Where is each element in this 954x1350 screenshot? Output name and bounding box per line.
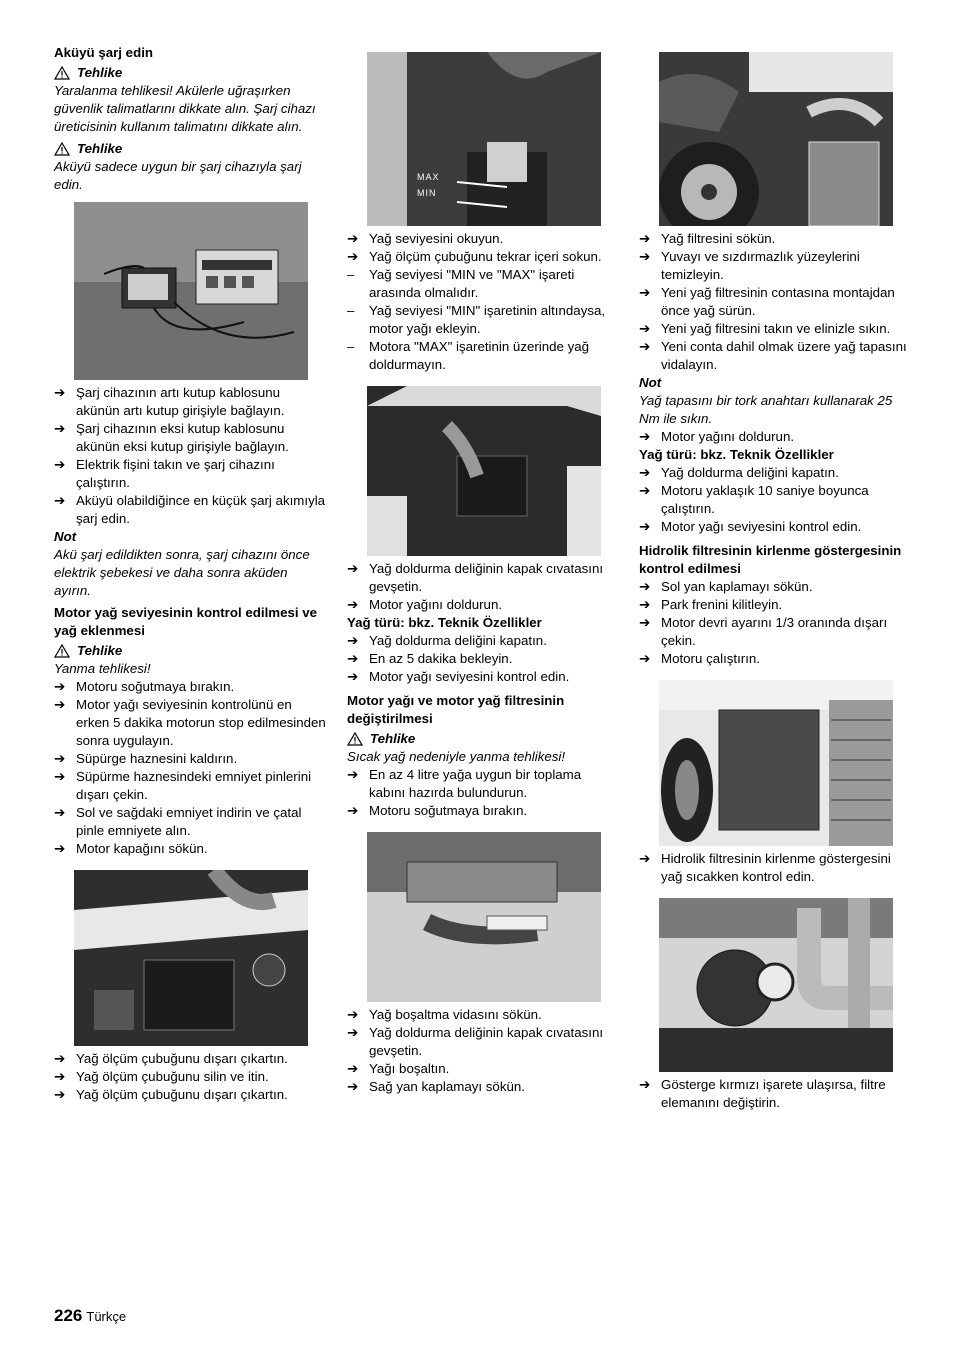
charge-steps bbox=[54, 384, 326, 528]
page-footer bbox=[54, 1306, 126, 1326]
list-item: – Motora "MAX" işaretinin üzerinde yağ doldurmayın. bbox=[347, 339, 590, 372]
engine-illustration bbox=[74, 870, 308, 1046]
arrow-right-icon: ➔ bbox=[639, 249, 651, 264]
arrow-right-icon: ➔ bbox=[54, 457, 66, 472]
note-text: Akü şarj edildikten sonra, şarj cihazını önce elektrik şebekesi ve daha sonra aküden ayırın. bbox=[54, 547, 310, 598]
list-item: – Yağ seviyesi "MIN" işaretinin altındaysa, motor yağı ekleyin. bbox=[347, 303, 606, 336]
list-item: ➔ Motor yağını doldurun. bbox=[639, 429, 795, 444]
dipstick-steps bbox=[54, 1050, 326, 1104]
oil-change-heading: Motor yağı ve motor yağ filtresinin değiştirilmesi bbox=[347, 693, 565, 726]
arrow-right-icon: ➔ bbox=[347, 231, 359, 246]
engine-compartment-photo bbox=[74, 870, 308, 1046]
arrow-right-icon: ➔ bbox=[54, 805, 66, 820]
arrow-right-icon: ➔ bbox=[54, 1087, 66, 1102]
arrow-right-icon: ➔ bbox=[54, 1069, 66, 1084]
list-item: ➔ Yeni yağ filtresini takın ve elinizle sıkın. bbox=[639, 321, 891, 336]
danger-text: Yaralanma tehlikesi! Akülerle uğraşırken güvenlik talimatlarını dikkate alın. Şarj cihazı üreticisinin kullanım talimatını dikkate alın. bbox=[54, 83, 316, 134]
run-steps bbox=[639, 464, 911, 536]
arrow-right-icon: ➔ bbox=[639, 519, 651, 534]
danger-label: Tehlike bbox=[54, 642, 326, 660]
column-2 bbox=[347, 44, 619, 1096]
column-1 bbox=[54, 44, 326, 1104]
arrow-right-icon: ➔ bbox=[54, 679, 66, 694]
list-item: ➔ En az 4 litre yağa uygun bir toplama kabını hazırda bulundurun. bbox=[347, 767, 582, 800]
arrow-right-icon: ➔ bbox=[347, 249, 359, 264]
arrow-right-icon: ➔ bbox=[639, 285, 651, 300]
list-item: ➔ Motoru soğutmaya bırakın. bbox=[347, 803, 528, 818]
dash-icon: – bbox=[347, 339, 355, 354]
list-item: ➔ Yağ ölçüm çubuğunu tekrar içeri sokun. bbox=[347, 249, 602, 264]
list-item: ➔ Yağ ölçüm çubuğunu dışarı çıkartın. bbox=[54, 1051, 288, 1066]
arrow-right-icon: ➔ bbox=[54, 751, 66, 766]
list-item: ➔ Motor devri ayarını 1/3 oranında dışarı çekin. bbox=[639, 615, 888, 648]
list-item: ➔ Motoru soğutmaya bırakın. bbox=[54, 679, 235, 694]
side-panel-illustration bbox=[659, 680, 893, 846]
red-mark-step bbox=[639, 1076, 911, 1112]
list-item: ➔ Yuvayı ve sızdırmazlık yüzeylerini temizleyin. bbox=[639, 249, 860, 282]
arrow-right-icon: ➔ bbox=[347, 561, 359, 576]
arrow-right-icon: ➔ bbox=[347, 633, 359, 648]
arrow-right-icon: ➔ bbox=[639, 429, 651, 444]
list-item: ➔ Park frenini kilitleyin. bbox=[639, 597, 783, 612]
arrow-right-icon: ➔ bbox=[639, 483, 651, 498]
filter-gauge-illustration bbox=[659, 898, 893, 1072]
warning-triangle-icon bbox=[54, 66, 70, 80]
arrow-right-icon: ➔ bbox=[54, 841, 66, 856]
arrow-right-icon: ➔ bbox=[639, 1077, 651, 1092]
list-item: ➔ Yağ ölçüm çubuğunu dışarı çıkartın. bbox=[54, 1087, 288, 1102]
arrow-right-icon: ➔ bbox=[54, 769, 66, 784]
arrow-right-icon: ➔ bbox=[347, 1007, 359, 1022]
arrow-right-icon: ➔ bbox=[54, 697, 66, 712]
oil-filler-photo bbox=[367, 386, 601, 556]
list-item: ➔ Sol ve sağdaki emniyet indirin ve çatal pinle emniyete alın. bbox=[54, 805, 302, 838]
oil-filter-illustration bbox=[659, 52, 893, 226]
list-item: ➔ Yağı boşaltın. bbox=[347, 1061, 450, 1076]
arrow-right-icon: ➔ bbox=[347, 669, 359, 684]
arrow-right-icon: ➔ bbox=[639, 231, 651, 246]
list-item: ➔ En az 5 dakika bekleyin. bbox=[347, 651, 513, 666]
arrow-right-icon: ➔ bbox=[54, 385, 66, 400]
arrow-right-icon: ➔ bbox=[54, 1051, 66, 1066]
drain-steps bbox=[347, 1006, 619, 1096]
list-item: – Yağ seviyesi "MIN ve "MAX" işareti arasında olmalıdır. bbox=[347, 267, 575, 300]
list-item: ➔ Yağ seviyesini okuyun. bbox=[347, 231, 504, 246]
arrow-right-icon: ➔ bbox=[639, 339, 651, 354]
battery-heading: Aküyü şarj edin bbox=[54, 45, 154, 60]
list-item: ➔ Motor yağı seviyesini kontrol edin. bbox=[639, 519, 862, 534]
max-label: MAX bbox=[417, 172, 440, 182]
danger-label: Tehlike bbox=[54, 140, 326, 158]
arrow-right-icon: ➔ bbox=[54, 421, 66, 436]
list-item: ➔ Hidrolik filtresinin kirlenme göstergesini yağ sıcakken kontrol edin. bbox=[639, 851, 891, 884]
list-item: ➔ Yağ doldurma deliğini kapatın. bbox=[639, 465, 839, 480]
arrow-right-icon: ➔ bbox=[639, 651, 651, 666]
filter-steps bbox=[639, 230, 911, 374]
column-3 bbox=[639, 44, 911, 1112]
arrow-right-icon: ➔ bbox=[639, 465, 651, 480]
battery-charger-photo bbox=[74, 202, 308, 380]
arrow-right-icon: ➔ bbox=[347, 597, 359, 612]
arrow-right-icon: ➔ bbox=[347, 1025, 359, 1040]
list-item: ➔ Sağ yan kaplamayı sökün. bbox=[347, 1079, 525, 1094]
danger-text: Yanma tehlikesi! bbox=[54, 661, 151, 676]
list-item: ➔ Yağ doldurma deliğini kapatın. bbox=[347, 633, 547, 648]
warning-triangle-icon bbox=[347, 732, 363, 746]
list-item: ➔ Motor kapağını sökün. bbox=[54, 841, 208, 856]
danger-text: Sıcak yağ nedeniyle yanma tehlikesi! bbox=[347, 749, 566, 764]
fill-step bbox=[639, 428, 911, 446]
filter-gauge-photo bbox=[659, 898, 893, 1072]
list-item: ➔ Yağ filtresini sökün. bbox=[639, 231, 776, 246]
list-item: ➔ Süpürme haznesindeki emniyet pinlerini dışarı çekin. bbox=[54, 769, 312, 802]
oil-type-label: Yağ türü: bkz. Teknik Özellikler bbox=[639, 447, 834, 462]
oil-type-label: Yağ türü: bkz. Teknik Özellikler bbox=[347, 615, 542, 630]
arrow-right-icon: ➔ bbox=[639, 579, 651, 594]
dipstick-illustration bbox=[367, 52, 601, 226]
min-label: MIN bbox=[417, 188, 437, 198]
hydraulic-steps bbox=[639, 578, 911, 668]
read-steps bbox=[347, 230, 619, 374]
oil-filler-illustration bbox=[367, 386, 601, 556]
hydraulic-heading: Hidrolik filtresinin kirlenme göstergesinin kontrol edilmesi bbox=[639, 543, 902, 576]
arrow-right-icon: ➔ bbox=[639, 321, 651, 336]
warning-triangle-icon bbox=[54, 142, 70, 156]
arrow-right-icon: ➔ bbox=[347, 767, 359, 782]
list-item: ➔ Yağ doldurma deliğinin kapak cıvatasını gevşetin. bbox=[347, 561, 604, 594]
arrow-right-icon: ➔ bbox=[347, 1061, 359, 1076]
list-item: ➔ Süpürge haznesini kaldırın. bbox=[54, 751, 238, 766]
arrow-right-icon: ➔ bbox=[639, 851, 651, 866]
note-label: Not bbox=[639, 375, 662, 390]
list-item: ➔ Gösterge kırmızı işarete ulaşırsa, filtre elemanını değiştirin. bbox=[639, 1077, 886, 1110]
arrow-right-icon: ➔ bbox=[54, 493, 66, 508]
prep-steps bbox=[347, 766, 619, 820]
list-item: ➔ Motoru yaklaşık 10 saniye boyunca çalıştırın. bbox=[639, 483, 869, 516]
close-steps bbox=[347, 632, 619, 686]
list-item: ➔ Yeni conta dahil olmak üzere yağ tapasını vidalayın. bbox=[639, 339, 907, 372]
list-item: ➔ Sol yan kaplamayı sökün. bbox=[639, 579, 813, 594]
list-item: ➔ Motor yağı seviyesinin kontrolünü en erken 5 dakika motorun stop edilmesinden sonra uygulayın. bbox=[54, 697, 326, 748]
drain-plug-photo bbox=[367, 832, 601, 1002]
oil-filter-photo bbox=[659, 52, 893, 226]
danger-label: Tehlike bbox=[347, 730, 619, 748]
list-item: ➔ Yeni yağ filtresinin contasına montajdan önce yağ sürün. bbox=[639, 285, 895, 318]
danger-text: Aküyü sadece uygun bir şarj cihazıyla şarj edin. bbox=[54, 159, 302, 192]
arrow-right-icon: ➔ bbox=[639, 597, 651, 612]
oil-level-heading: Motor yağ seviyesinin kontrol edilmesi ve yağ eklenmesi bbox=[54, 605, 318, 638]
arrow-right-icon: ➔ bbox=[347, 803, 359, 818]
list-item: ➔ Şarj cihazının artı kutup kablosunu akünün artı kutup girişiyle bağlayın. bbox=[54, 385, 285, 418]
list-item: ➔ Yağ boşaltma vidasını sökün. bbox=[347, 1007, 542, 1022]
list-item: ➔ Elektrik fişini takın ve şarj cihazını çalıştırın. bbox=[54, 457, 275, 490]
dipstick-photo bbox=[367, 52, 601, 226]
hot-check-step bbox=[639, 850, 911, 886]
dash-icon: – bbox=[347, 303, 355, 318]
note-label: Not bbox=[54, 529, 77, 544]
list-item: ➔ Yağ doldurma deliğinin kapak cıvatasını gevşetin. bbox=[347, 1025, 604, 1058]
list-item: ➔ Yağ ölçüm çubuğunu silin ve itin. bbox=[54, 1069, 269, 1084]
arrow-right-icon: ➔ bbox=[347, 1079, 359, 1094]
list-item: ➔ Motor yağını doldurun. bbox=[347, 597, 503, 612]
page-number: 226 bbox=[54, 1306, 83, 1325]
list-item: ➔ Şarj cihazının eksi kutup kablosunu akünün eksi kutup girişiyle bağlayın. bbox=[54, 421, 289, 454]
dash-icon: – bbox=[347, 267, 355, 282]
warning-triangle-icon bbox=[54, 644, 70, 658]
arrow-right-icon: ➔ bbox=[347, 651, 359, 666]
language-label: Türkçe bbox=[86, 1309, 127, 1324]
fill-steps bbox=[347, 560, 619, 614]
list-item: ➔ Motor yağı seviyesini kontrol edin. bbox=[347, 669, 570, 684]
side-panel-photo bbox=[659, 680, 893, 846]
list-item: ➔ Aküyü olabildiğince en küçük şarj akımıyla şarj edin. bbox=[54, 493, 326, 526]
danger-label: Tehlike bbox=[54, 64, 326, 82]
list-item: ➔ Motoru çalıştırın. bbox=[639, 651, 761, 666]
battery-charger-illustration bbox=[74, 202, 308, 380]
arrow-right-icon: ➔ bbox=[639, 615, 651, 630]
drain-plug-illustration bbox=[367, 832, 601, 1002]
oil-steps bbox=[54, 678, 326, 858]
note-text: Yağ tapasını bir tork anahtarı kullanarak 25 Nm ile sıkın. bbox=[639, 393, 893, 426]
